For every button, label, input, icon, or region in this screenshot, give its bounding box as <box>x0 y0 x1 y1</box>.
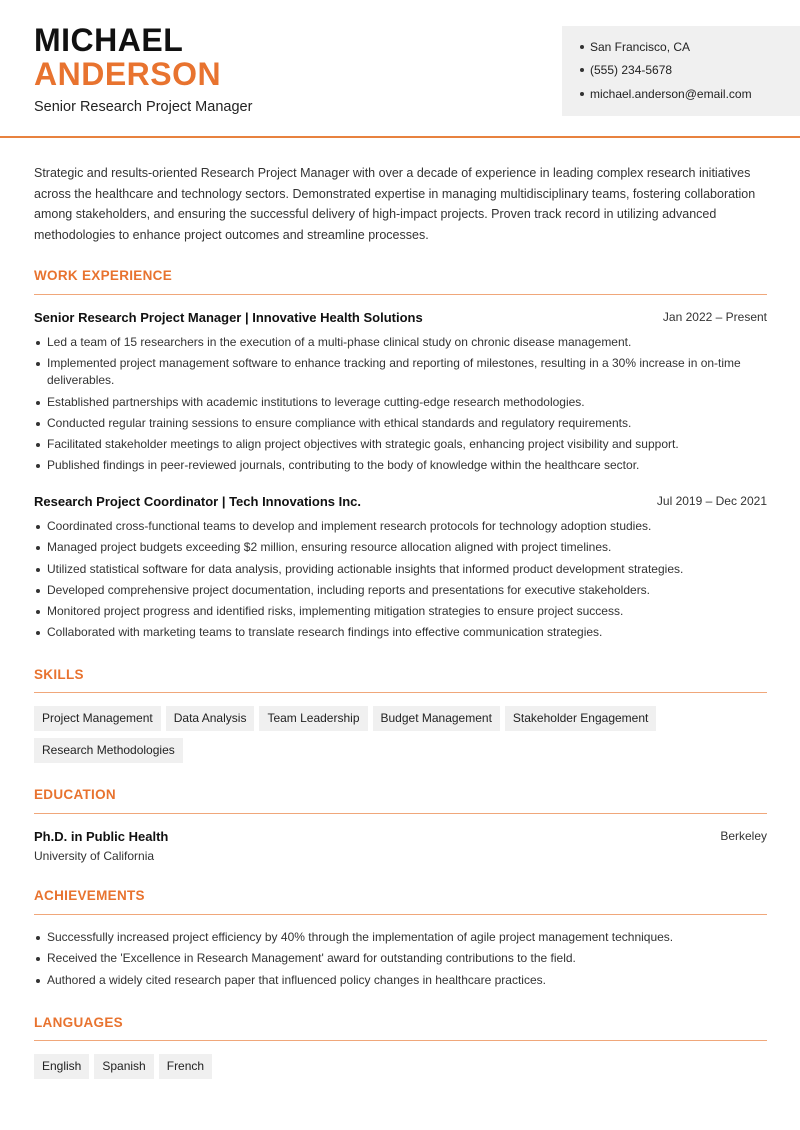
list-item: Facilitated stakeholder meetings to align project objectives with strategic goals, enhancing project visibility and support. <box>34 436 767 453</box>
skill-tag: Data Analysis <box>166 706 255 731</box>
list-item: Successfully increased project efficiency by 40% through the implementation of agile project management techniques. <box>34 929 767 946</box>
language-tag: French <box>159 1054 212 1079</box>
skill-tag: Stakeholder Engagement <box>505 706 656 731</box>
phone-text: (555) 234-5678 <box>590 63 673 77</box>
list-item: Published findings in peer-reviewed journals, contributing to the body of knowledge within the healthcare sector. <box>34 457 767 474</box>
resume-header <box>0 0 800 138</box>
skill-tag: Team Leadership <box>259 706 367 731</box>
bullet-dot-icon <box>580 92 584 96</box>
job-role: Senior Research Project Manager | Innovative Health Solutions <box>34 310 423 325</box>
skill-tag: Budget Management <box>373 706 500 731</box>
section-title-languages: LANGUAGES <box>34 1015 123 1030</box>
section-divider <box>34 914 767 915</box>
list-item: Implemented project management software to enhance tracking and reporting of milestones, resulting in a 30% increase in on-time deliverables. <box>34 355 767 389</box>
contact-email <box>580 87 752 101</box>
bullet-dot-icon <box>580 68 584 72</box>
language-tag: Spanish <box>94 1054 153 1079</box>
section-title-work: WORK EXPERIENCE <box>34 268 173 283</box>
list-item: Established partnerships with academic institutions to leverage cutting-edge research methodologies. <box>34 394 767 411</box>
list-item: Managed project budgets exceeding $2 million, ensuring resource allocation aligned with project timelines. <box>34 539 767 556</box>
section-divider <box>34 294 767 295</box>
list-item: Developed comprehensive project documentation, including reports and presentations for executive stakeholders. <box>34 582 767 599</box>
summary-paragraph: Strategic and results-oriented Research Project Manager with over a decade of experience in leading complex research initiatives across the healthcare and technology sectors. Demonstrated expertise in managing multidisciplinary teams, fostering collaboration among stakeholders, and ensuring the successful delivery of high-impact projects. Proven track record in utilizing advanced methodologies to enhance project outcomes and streamline processes. <box>34 166 756 243</box>
email-text: michael.anderson@email.com <box>590 87 752 101</box>
section-divider <box>34 692 767 693</box>
section-title-education: EDUCATION <box>34 787 116 802</box>
job-header <box>34 494 767 509</box>
contact-location <box>580 40 690 54</box>
job-bullets <box>34 518 767 646</box>
education-location: Berkeley <box>720 829 767 843</box>
contact-box <box>562 26 800 116</box>
list-item: Utilized statistical software for data analysis, providing actionable insights that informed product development strategies. <box>34 561 767 578</box>
list-item: Led a team of 15 researchers in the execution of a multi-phase clinical study on chronic disease management. <box>34 334 767 351</box>
list-item: Authored a widely cited research paper that influenced policy changes in healthcare practices. <box>34 972 767 989</box>
bullet-dot-icon <box>580 45 584 49</box>
location-text: San Francisco, CA <box>590 40 691 54</box>
list-item: Monitored project progress and identified risks, implementing mitigation strategies to ensure project success. <box>34 603 767 620</box>
skill-tag: Project Management <box>34 706 161 731</box>
job-bullets <box>34 334 767 479</box>
list-item: Conducted regular training sessions to ensure compliance with ethical standards and regulatory requirements. <box>34 415 767 432</box>
list-item: Coordinated cross-functional teams to develop and implement research protocols for technology adoption studies. <box>34 518 767 535</box>
job-dates: Jul 2019 – Dec 2021 <box>656 494 767 508</box>
job-header <box>34 310 767 325</box>
language-tag: English <box>34 1054 89 1079</box>
section-divider <box>34 1040 767 1041</box>
education-degree: Ph.D. in Public Health <box>34 829 169 844</box>
list-item: Received the 'Excellence in Research Management' award for outstanding contributions to the field. <box>34 950 767 967</box>
section-title-achievements: ACHIEVEMENTS <box>34 888 145 903</box>
first-name: MICHAEL <box>34 22 184 58</box>
skills-list <box>34 706 774 770</box>
skill-tag: Research Methodologies <box>34 738 183 763</box>
job-role: Research Project Coordinator | Tech Innovations Inc. <box>34 494 362 509</box>
education-school: University of California <box>34 849 155 863</box>
languages-list <box>34 1054 774 1086</box>
section-title-skills: SKILLS <box>34 667 84 682</box>
job-dates: Jan 2022 – Present <box>662 310 767 324</box>
last-name: ANDERSON <box>34 56 222 92</box>
section-divider <box>34 813 767 814</box>
list-item: Collaborated with marketing teams to translate research findings into effective communication strategies. <box>34 624 767 641</box>
achievements-list <box>34 929 767 993</box>
contact-phone <box>580 63 672 77</box>
job-title: Senior Research Project Manager <box>34 99 253 115</box>
